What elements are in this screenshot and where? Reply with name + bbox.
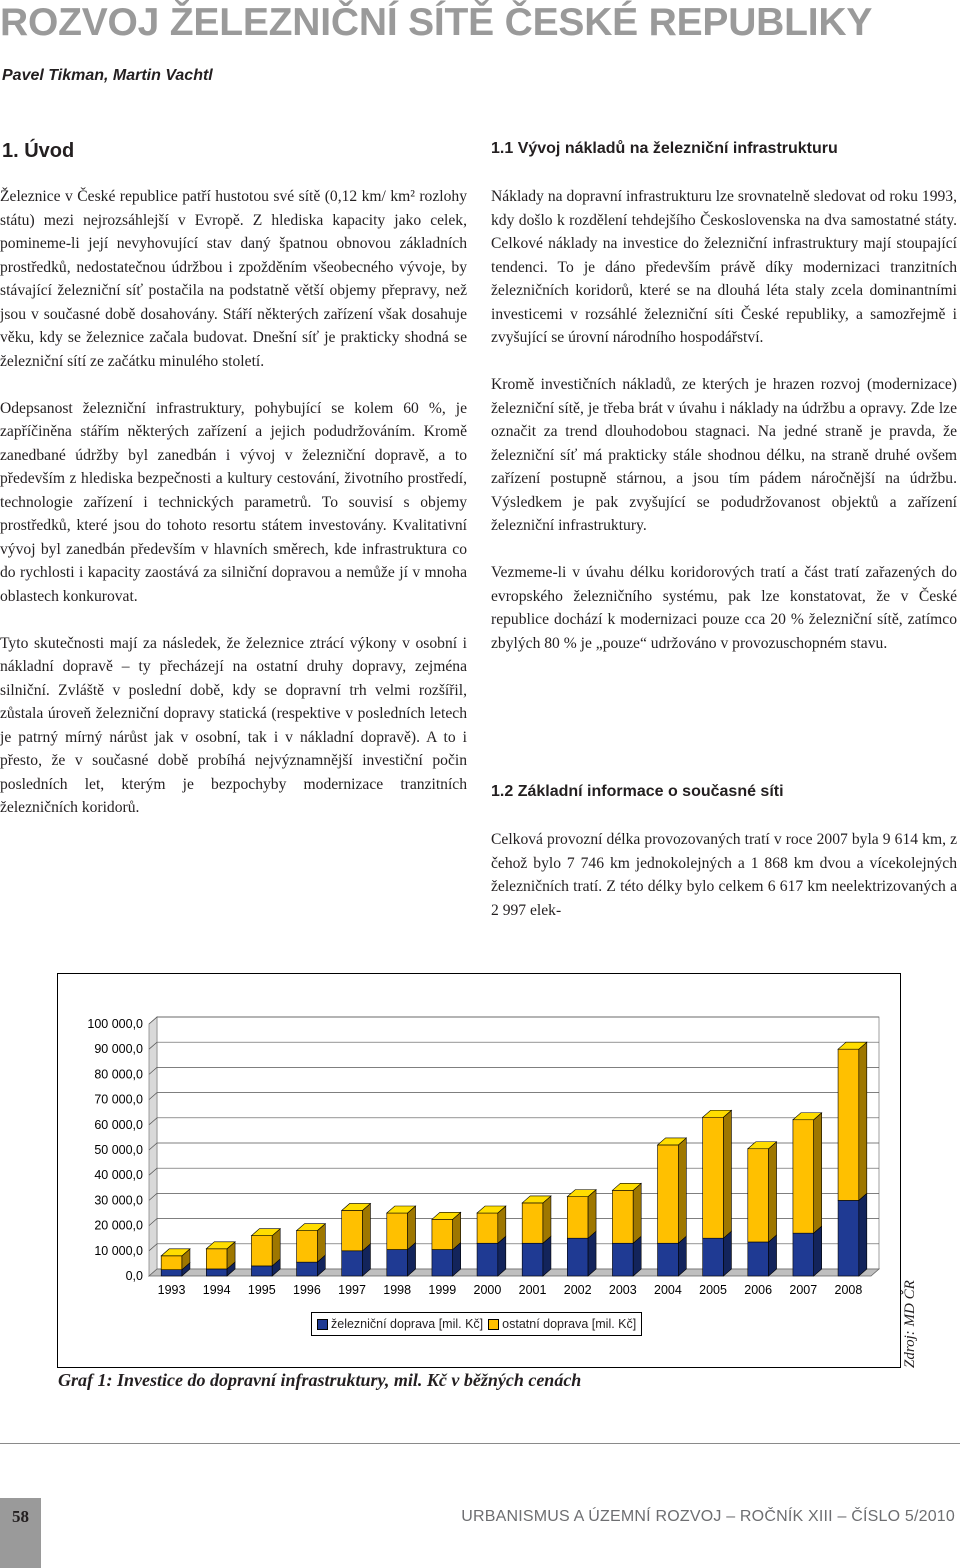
y-tick-label: 40 000,0 xyxy=(94,1168,143,1183)
chart-svg xyxy=(58,974,900,1367)
bar-front xyxy=(342,1210,363,1250)
bar-front xyxy=(342,1251,363,1276)
y-tick-label: 20 000,0 xyxy=(94,1218,143,1233)
x-tick-label: 1998 xyxy=(383,1283,412,1297)
bar-side xyxy=(543,1196,551,1243)
bar-front xyxy=(838,1049,859,1200)
legend-swatch-rail xyxy=(317,1319,328,1330)
bar-front xyxy=(748,1242,769,1276)
paragraph: Tyto skutečnosti mají za následek, že železnice ztrácí výkony v osobní i nákladní dopravě – ty přecházejí na ostatní druhy dopravy, zejména silniční. Zvláště v poslední době, kdy se dopravní trh velmi rozšířil, zůstala úroveň železniční dopravy statická (respektive v posledních letech je patrný mírný nárůst jak v osobní, tak i v nákladní dopravě). A to i přesto, že v současné době probíhá nejvýznamnější investiční počin posledních let, kterým je bezpochyby modernizace tranzitních železničních koridorů. xyxy=(0,634,467,816)
bar-front xyxy=(612,1190,633,1243)
page-number: 58 xyxy=(0,1498,41,1568)
section-heading-costs: 1.1 Vývoj nákladů na železniční infrastrukturu xyxy=(491,140,838,157)
bar-side xyxy=(814,1226,822,1276)
paragraph: Celková provozní délka provozovaných tratí v roce 2007 byla 9 614 km, z čehož bylo 7 746 km jednokolejných a 1 868 km dvou a vícekolejných železničních tratí. Z této délky bylo celkem 6 617 km neelektrizovaných a 2 997 elek- xyxy=(491,831,957,919)
section-heading-network: 1.2 Základní informace o současné síti xyxy=(491,783,784,800)
y-tick-label: 100 000,0 xyxy=(87,1017,143,1031)
bar-side xyxy=(408,1206,416,1250)
right-column-continued xyxy=(491,828,957,922)
bar-side xyxy=(814,1113,822,1233)
x-tick-label: 2001 xyxy=(518,1283,547,1297)
y-tick-label: 60 000,0 xyxy=(94,1117,143,1132)
y-tick-label: 0,0 xyxy=(125,1269,143,1283)
bar-front xyxy=(297,1231,318,1263)
bar-side xyxy=(588,1231,596,1276)
bar-front xyxy=(703,1238,724,1276)
y-tick-label: 70 000,0 xyxy=(94,1092,143,1107)
bar-side xyxy=(362,1203,370,1250)
bar-side xyxy=(859,1193,867,1276)
x-tick-label: 2000 xyxy=(473,1283,502,1297)
bar-front xyxy=(793,1233,814,1276)
x-tick-label: 1994 xyxy=(202,1283,231,1297)
chart-source: Zdroj: MD ČR xyxy=(902,1280,918,1368)
bar-front xyxy=(477,1213,498,1243)
article-title: ROZVOJ ŽELEZNIČNÍ SÍTĚ ČESKÉ REPUBLIKY xyxy=(0,1,873,44)
paragraph: Vezmeme-li v úvahu délku koridorových tratí a část tratí zařazených do evropského železničního systému, pak lze konstatovat, že v České republice dochází k modernizaci pouze cca 20 % železniční sítě, zatímco zbylých 80 % je „pouze“ udržováno v provozuschopném stavu. xyxy=(491,564,957,652)
bar-side xyxy=(723,1110,731,1238)
bar-front xyxy=(387,1213,408,1250)
bar-front xyxy=(567,1238,588,1276)
bar-side xyxy=(859,1042,867,1200)
bar-front xyxy=(161,1256,182,1270)
legend-label-other: ostatní doprava [mil. Kč] xyxy=(502,1317,637,1331)
y-tick-label: 90 000,0 xyxy=(94,1042,143,1057)
chart-legend xyxy=(311,1312,642,1336)
bar-front xyxy=(703,1117,724,1238)
footer-rule xyxy=(0,1443,960,1444)
legend-swatch-other xyxy=(488,1319,499,1330)
bar-front xyxy=(612,1243,633,1276)
section-heading-intro: 1. Úvod xyxy=(2,140,75,162)
bar-front xyxy=(432,1219,453,1249)
x-tick-label: 1993 xyxy=(157,1283,186,1297)
right-column xyxy=(491,185,957,655)
bar-front xyxy=(748,1149,769,1242)
investment-chart xyxy=(57,973,901,1368)
legend-item-other xyxy=(488,1317,636,1331)
left-column xyxy=(0,185,467,820)
bar-side xyxy=(588,1190,596,1239)
chart-caption: Graf 1: Investice do dopravní infrastruktury, mil. Kč v běžných cenách xyxy=(58,1370,582,1390)
bar-side xyxy=(723,1231,731,1276)
bar-front xyxy=(567,1197,588,1239)
bar-front xyxy=(251,1236,272,1266)
bar-front xyxy=(477,1243,498,1276)
bar-front xyxy=(793,1120,814,1233)
bar-side xyxy=(633,1183,641,1243)
x-tick-label: 2006 xyxy=(744,1283,773,1297)
x-tick-label: 2007 xyxy=(789,1283,818,1297)
bar-front xyxy=(658,1145,679,1243)
bar-front xyxy=(522,1243,543,1276)
bar-front xyxy=(206,1269,227,1276)
bar-front xyxy=(387,1250,408,1276)
x-tick-label: 1999 xyxy=(428,1283,457,1297)
paragraph: Železnice v České republice patří hustotou své sítě (0,12 km/ km² rozlohy státu) mezi nejrozsáhlejší v Evropě. Z hlediska kapacity jako celek, pomineme-li její nevyhovující stav daný špatnou obnovou základních prostředků, nedostatečnou údržbou i zpožděním všeobecného vývoje, by stávající železniční síť postačila na podstatně větší objemy přepravy, než jsou v současné době dosahovány. Stáří některých zařízení však dosahuje věku, kdy se železnice začala budovat. Dnešní síť je prakticky shodná se železniční sítí ze začátku minulého století. xyxy=(0,188,467,370)
paragraph: Kromě investičních nákladů, ze kterých je hrazen rozvoj (modernizace) železniční sítě, je třeba brát v úvahu i náklady na údržbu a opravy. Zde lze označit za trend dlouhodobou stagnaci. Na jedné straně je pravda, že železniční síť má prakticky stále shodnou délku, na straně druhé ovšem zařízení postupně stárnou, a jsou tím pádem náročnější na údržbu. Výsledkem je pak zvyšující se podudržovanost objektů a zařízení železniční infrastruktury. xyxy=(491,376,957,534)
authors: Pavel Tikman, Martin Vachtl xyxy=(2,67,213,84)
bar-front xyxy=(297,1262,318,1276)
bar-side xyxy=(678,1138,686,1243)
x-tick-label: 2004 xyxy=(654,1283,682,1297)
paragraph: Náklady na dopravní infrastrukturu lze srovnatelně sledovat od roku 1993, kdy došlo k rozdělení tehdejšího Československa na dva samostatné státy. Celkové náklady na investice do železniční infrastruktury mají stoupající tendenci. To je dáno především právě díky modernizaci tranzitních železničních koridorů, které se na dlouhá léta staly zcela dominantními investicemi v rozsáhlé železniční síti České republiky, a samozřejmě i zvyšující se úrovní národního hospodářství. xyxy=(491,188,957,346)
x-tick-label: 2005 xyxy=(699,1283,727,1297)
bar-front xyxy=(522,1203,543,1243)
y-tick-label: 50 000,0 xyxy=(94,1143,143,1157)
bar-side xyxy=(769,1142,777,1242)
bar-front xyxy=(206,1249,227,1269)
bar-front xyxy=(161,1270,182,1276)
bar-front xyxy=(838,1200,859,1276)
y-tick-label: 30 000,0 xyxy=(94,1193,143,1208)
y-tick-label: 10 000,0 xyxy=(94,1243,143,1258)
bar-front xyxy=(251,1266,272,1276)
x-tick-label: 1997 xyxy=(338,1283,366,1297)
x-tick-label: 2008 xyxy=(834,1283,863,1297)
legend-item-rail xyxy=(317,1317,483,1331)
journal-footer: URBANISMUS A ÚZEMNÍ ROZVOJ – ROČNÍK XIII – ČÍSLO 5/2010 xyxy=(461,1508,955,1525)
x-tick-label: 2003 xyxy=(608,1283,637,1297)
x-tick-label: 1996 xyxy=(293,1283,321,1297)
y-tick-label: 80 000,0 xyxy=(94,1067,143,1082)
bar-front xyxy=(432,1250,453,1276)
bar-front xyxy=(658,1243,679,1276)
x-tick-label: 1995 xyxy=(247,1283,276,1297)
legend-label-rail: železniční doprava [mil. Kč] xyxy=(331,1317,484,1331)
x-tick-label: 2002 xyxy=(563,1283,592,1297)
paragraph: Odepsanost železniční infrastruktury, pohybující se kolem 60 %, je zapříčiněna stářím některých zařízení a jejich podudržováním. Kromě zanedbané údržby byl zanedbán i vývoj v železniční dopravě, a to především z hlediska bezpečnosti a kultury cestování, životního prostředí, technologie zařízení i technických parametrů. To souvisí s objemy prostředků, které jsou do tohoto resortu státem investovány. Kvalitativní vývoj byl zanedbán především v hlavních směrech, kde infrastruktura co do rychlosti i kapacity zaostává za silniční dopravou a nemůže jí v mnoha oblastech konkurovat. xyxy=(0,399,467,605)
